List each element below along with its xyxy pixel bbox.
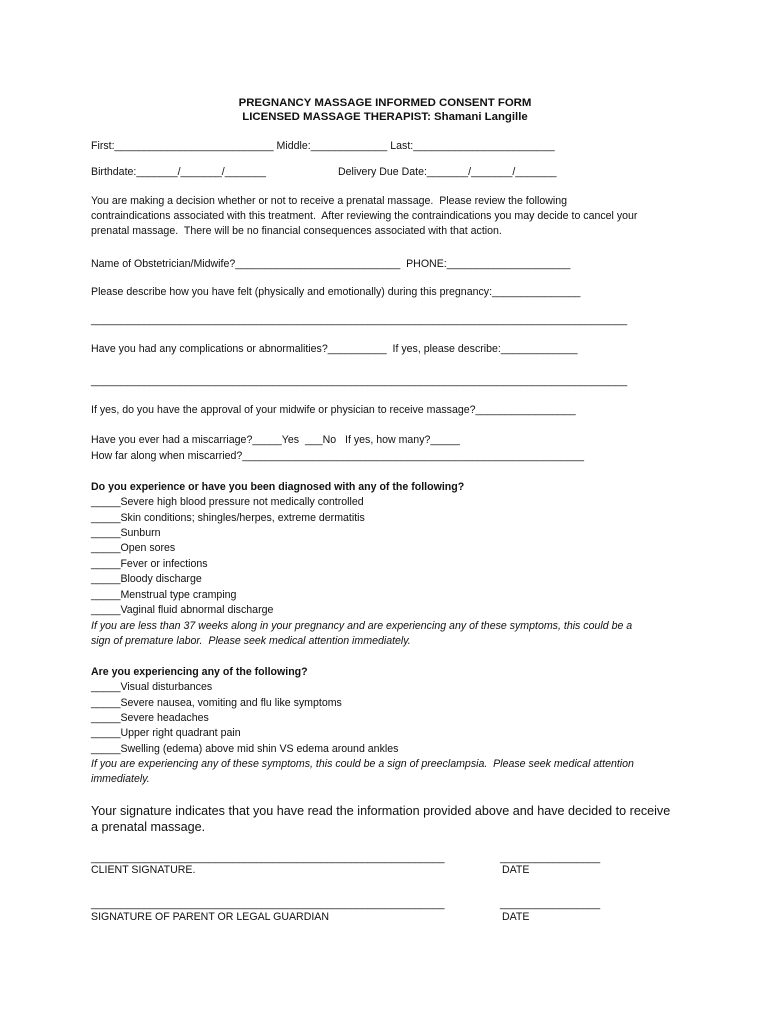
client-signature-line[interactable]: ____________________________________________________________ xyxy=(91,852,445,864)
preeclampsia-note-line-1: If you are experiencing any of these symptoms, this could be a sign of preeclampsia. Please seek medical attention xyxy=(91,758,634,770)
checklist-item-sunburn[interactable]: _____Sunburn xyxy=(91,527,161,539)
due-date-field[interactable]: Delivery Due Date:_______/_______/_______ xyxy=(338,166,557,178)
signature-statement-line-1: Your signature indicates that you have read the information provided above and have decided to receive xyxy=(91,804,671,818)
signature-statement-line-2: a prenatal massage. xyxy=(91,820,206,834)
felt-answer-line[interactable]: ___________________________________________________________________________________________ xyxy=(91,314,628,326)
client-date-label: DATE xyxy=(502,864,530,876)
guardian-signature-line[interactable]: ____________________________________________________________ xyxy=(91,898,445,910)
checklist-item-open-sores[interactable]: _____Open sores xyxy=(91,542,176,554)
checklist-item-cramping[interactable]: _____Menstrual type cramping xyxy=(91,589,237,601)
guardian-date-label: DATE xyxy=(502,911,530,923)
form-title: PREGNANCY MASSAGE INFORMED CONSENT FORM xyxy=(238,97,532,109)
checklist-item-nausea[interactable]: _____Severe nausea, vomiting and flu like symptoms xyxy=(91,697,342,709)
felt-question-field[interactable]: Please describe how you have felt (physically and emotionally) during this pregnancy:_______________ xyxy=(91,286,581,298)
checklist-item-headaches[interactable]: _____Severe headaches xyxy=(91,712,209,724)
complications-answer-line[interactable]: ___________________________________________________________________________________________ xyxy=(91,375,628,387)
checklist-item-vaginal-fluid[interactable]: _____Vaginal fluid abnormal discharge xyxy=(91,604,274,616)
checklist-item-skin-conditions[interactable]: _____Skin conditions; shingles/herpes, extreme dermatitis xyxy=(91,512,365,524)
section2-heading: Are you experiencing any of the following? xyxy=(91,666,308,678)
checklist-item-visual-disturbances[interactable]: _____Visual disturbances xyxy=(91,681,213,693)
checklist-item-bloody-discharge[interactable]: _____Bloody discharge xyxy=(91,573,202,585)
premature-labor-note-line-2: sign of premature labor. Please seek medical attention immediately. xyxy=(91,635,411,647)
intro-line-2: contraindications associated with this treatment. After reviewing the contraindications you may decide to cancel your xyxy=(91,210,638,222)
obstetrician-field[interactable]: Name of Obstetrician/Midwife?____________________________ PHONE:_____________________ xyxy=(91,258,571,270)
guardian-signature-label: SIGNATURE OF PARENT OR LEGAL GUARDIAN xyxy=(91,911,330,923)
birthdate-field[interactable]: Birthdate:_______/_______/_______ xyxy=(91,166,266,178)
name-field-row[interactable]: First:___________________________ Middle:_____________ Last:________________________ xyxy=(91,140,555,152)
guardian-date-line[interactable]: _________________ xyxy=(500,898,601,910)
section1-heading: Do you experience or have you been diagnosed with any of the following? xyxy=(91,481,465,493)
checklist-item-swelling[interactable]: _____Swelling (edema) above mid shin VS edema around ankles xyxy=(91,743,399,755)
intro-line-1: You are making a decision whether or not to receive a prenatal massage. Please review the following xyxy=(91,195,568,207)
intro-line-3: prenatal massage. There will be no financial consequences associated with that action. xyxy=(91,225,502,237)
client-date-line[interactable]: _________________ xyxy=(500,852,601,864)
checklist-item-high-blood-pressure[interactable]: _____Severe high blood pressure not medically controlled xyxy=(91,496,364,508)
preeclampsia-note-line-2: immediately. xyxy=(91,773,150,785)
premature-labor-note-line-1: If you are less than 37 weeks along in your pregnancy and are experiencing any of these symptoms, this could be a xyxy=(91,620,633,632)
client-signature-label: CLIENT SIGNATURE. xyxy=(91,864,196,876)
miscarriage-field[interactable]: Have you ever had a miscarriage?_____Yes ___No If yes, how many?_____ xyxy=(91,434,460,446)
approval-field[interactable]: If yes, do you have the approval of your midwife or physician to receive massage?_________________ xyxy=(91,404,576,416)
form-subtitle: LICENSED MASSAGE THERAPIST: Shamani Langille xyxy=(242,111,528,123)
checklist-item-fever[interactable]: _____Fever or infections xyxy=(91,558,208,570)
complications-field[interactable]: Have you had any complications or abnormalities?__________ If yes, please describe:_____________ xyxy=(91,343,578,355)
checklist-item-quadrant-pain[interactable]: _____Upper right quadrant pain xyxy=(91,727,241,739)
miscarried-how-far-field[interactable]: How far along when miscarried?__________________________________________________________ xyxy=(91,450,585,462)
